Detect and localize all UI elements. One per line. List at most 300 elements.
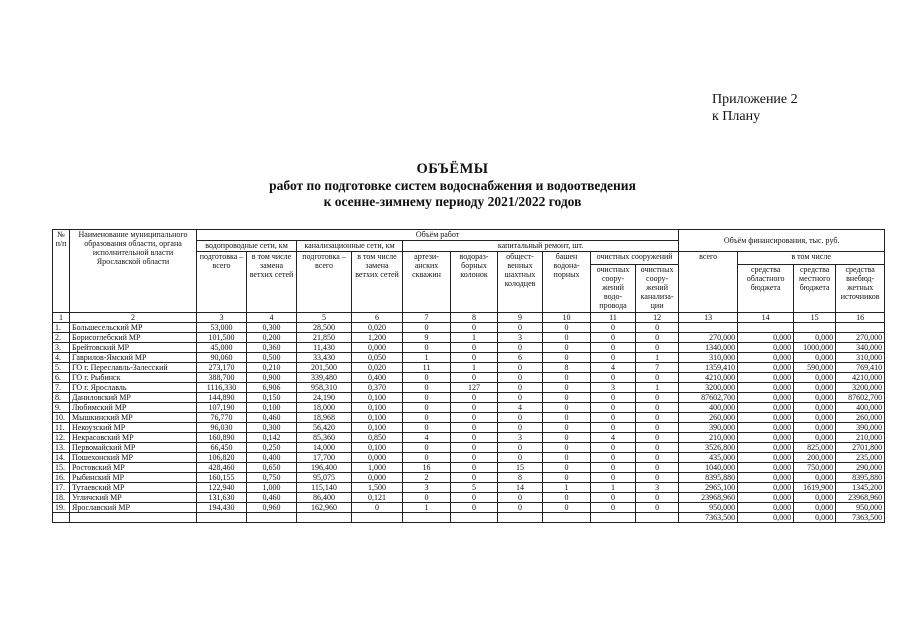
value-cell: 1,200 <box>352 333 403 343</box>
value-cell <box>679 323 738 333</box>
value-cell: 0 <box>591 463 636 473</box>
table-row <box>53 343 885 353</box>
value-cell: 1 <box>403 503 451 513</box>
table-row <box>53 403 885 413</box>
table-row <box>53 443 885 453</box>
value-cell: 400,000 <box>679 403 738 413</box>
row-number-cell: 5. <box>53 363 70 373</box>
value-cell: 2 <box>403 473 451 483</box>
value-cell: 0,210 <box>247 363 297 373</box>
value-cell: 0,300 <box>247 423 297 433</box>
header-boreholes: водораз- борных колонок <box>451 252 498 313</box>
value-cell: 0 <box>591 343 636 353</box>
value-cell: 7363,500 <box>679 513 738 523</box>
value-cell: 0,000 <box>738 493 794 503</box>
row-number-cell: 17. <box>53 483 70 493</box>
value-cell: 4210,000 <box>679 373 738 383</box>
value-cell: 0,000 <box>794 403 836 413</box>
value-cell: 0,000 <box>738 373 794 383</box>
value-cell: 28,500 <box>297 323 352 333</box>
header-treat-sewer: очистных соору- жений канализа- ции <box>636 265 679 313</box>
works-table <box>52 229 885 523</box>
value-cell: 0,000 <box>738 343 794 353</box>
value-cell: 0 <box>543 423 591 433</box>
row-number-cell: 14. <box>53 453 70 463</box>
value-cell: 339,480 <box>297 373 352 383</box>
row-number-cell: 10. <box>53 413 70 423</box>
value-cell: 0 <box>636 333 679 343</box>
value-cell: 0 <box>498 443 543 453</box>
value-cell: 0 <box>636 433 679 443</box>
value-cell: 85,360 <box>297 433 352 443</box>
value-cell: 90,060 <box>197 353 247 363</box>
column-number: 7 <box>403 313 451 323</box>
value-cell: 0,000 <box>738 363 794 373</box>
value-cell: 0 <box>543 383 591 393</box>
value-cell: 0,000 <box>794 513 836 523</box>
table-row <box>53 503 885 513</box>
value-cell: 0,100 <box>352 393 403 403</box>
value-cell: 1 <box>636 353 679 363</box>
column-number: 5 <box>297 313 352 323</box>
row-number-cell: 13. <box>53 443 70 453</box>
value-cell: 115,140 <box>297 483 352 493</box>
value-cell: 0 <box>498 453 543 463</box>
value-cell: 0,400 <box>352 373 403 383</box>
value-cell: 0,500 <box>247 353 297 363</box>
value-cell: 56,420 <box>297 423 352 433</box>
value-cell: 0,142 <box>247 433 297 443</box>
value-cell: 1 <box>591 483 636 493</box>
column-number: 8 <box>451 313 498 323</box>
header-local: средства местного бюджета <box>794 265 836 313</box>
table-row <box>53 483 885 493</box>
value-cell: 0 <box>451 433 498 443</box>
table-row <box>53 473 885 483</box>
value-cell: 0 <box>591 423 636 433</box>
value-cell: 0,000 <box>794 473 836 483</box>
value-cell: 0,100 <box>352 413 403 423</box>
value-cell: 2701,800 <box>836 443 885 453</box>
value-cell: 18,000 <box>297 403 352 413</box>
value-cell: 400,000 <box>836 403 885 413</box>
value-cell: 0 <box>636 453 679 463</box>
value-cell: 101,500 <box>197 333 247 343</box>
value-cell: 33,430 <box>297 353 352 363</box>
value-cell: 950,000 <box>679 503 738 513</box>
value-cell: 0,000 <box>794 333 836 343</box>
header-prep-total-sewer: подготовка – всего <box>297 252 352 313</box>
value-cell: 0 <box>591 453 636 463</box>
value-cell: 0,460 <box>247 413 297 423</box>
value-cell: 0 <box>403 393 451 403</box>
value-cell: 0 <box>498 343 543 353</box>
municipality-cell: Рыбинский МР <box>70 473 197 483</box>
header-fin-incl: в том числе <box>738 252 885 265</box>
value-cell: 0,000 <box>738 463 794 473</box>
value-cell: 96,030 <box>197 423 247 433</box>
value-cell: 750,000 <box>794 463 836 473</box>
value-cell: 0 <box>543 323 591 333</box>
column-number: 10 <box>543 313 591 323</box>
document-title: ОБЪЁМЫ <box>416 161 489 177</box>
row-number-cell: 4. <box>53 353 70 363</box>
municipality-cell: Угличский МР <box>70 493 197 503</box>
value-cell: 0 <box>403 383 451 393</box>
table-row <box>53 333 885 343</box>
value-cell: 144,890 <box>197 393 247 403</box>
value-cell <box>403 513 451 523</box>
value-cell: 0 <box>591 493 636 503</box>
value-cell: 0 <box>543 333 591 343</box>
value-cell: 290,000 <box>836 463 885 473</box>
value-cell: 3200,000 <box>836 383 885 393</box>
value-cell: 16 <box>403 463 451 473</box>
value-cell <box>247 513 297 523</box>
value-cell: 3200,000 <box>679 383 738 393</box>
value-cell: 0,100 <box>352 423 403 433</box>
appendix-line-1: Приложение 2 <box>712 92 798 107</box>
municipality-cell: Большесельский МР <box>70 323 197 333</box>
value-cell: 11,430 <box>297 343 352 353</box>
value-cell: 0,121 <box>352 493 403 503</box>
value-cell: 0 <box>591 373 636 383</box>
value-cell: 0 <box>591 353 636 363</box>
value-cell: 310,000 <box>836 353 885 363</box>
header-capital-repair: капитальный ремонт, шт. <box>403 241 679 252</box>
column-number-row <box>53 313 885 323</box>
header-financing: Объём финансирования, тыс. руб. <box>679 230 885 252</box>
value-cell: 0 <box>543 343 591 353</box>
value-cell: 428,460 <box>197 463 247 473</box>
value-cell: 0,020 <box>352 363 403 373</box>
document-subtitle-2: к осенне-зимнему периоду 2021/2022 годов <box>323 194 582 209</box>
value-cell: 0,000 <box>738 403 794 413</box>
value-cell: 310,000 <box>679 353 738 363</box>
table-row <box>53 463 885 473</box>
value-cell: 0 <box>451 493 498 503</box>
document-subtitle-1: работ по подготовке систем водоснабжения и водоотведения <box>269 178 636 193</box>
row-number-cell: 8. <box>53 393 70 403</box>
value-cell: 0 <box>636 413 679 423</box>
header-name: Наименование муниципального образования области, органа исполнительной власти Ярославской области <box>70 230 197 313</box>
value-cell <box>451 513 498 523</box>
column-number: 15 <box>794 313 836 323</box>
value-cell: 0 <box>498 373 543 383</box>
value-cell: 0 <box>498 323 543 333</box>
value-cell: 0,000 <box>738 473 794 483</box>
value-cell: 0 <box>403 373 451 383</box>
value-cell: 0,000 <box>352 453 403 463</box>
value-cell: 1000,000 <box>794 343 836 353</box>
value-cell: 0 <box>451 413 498 423</box>
value-cell: 0,150 <box>247 393 297 403</box>
value-cell: 388,700 <box>197 373 247 383</box>
value-cell <box>794 323 836 333</box>
value-cell: 0,000 <box>738 413 794 423</box>
value-cell: 0 <box>636 503 679 513</box>
row-number-cell: 19. <box>53 503 70 513</box>
value-cell: 0 <box>403 343 451 353</box>
value-cell <box>738 323 794 333</box>
value-cell: 0 <box>636 393 679 403</box>
municipality-cell: Борисоглебский МР <box>70 333 197 343</box>
value-cell: 23968,960 <box>836 493 885 503</box>
value-cell: 1619,900 <box>794 483 836 493</box>
row-number-cell: 7. <box>53 383 70 393</box>
value-cell: 0 <box>498 363 543 373</box>
value-cell: 127 <box>451 383 498 393</box>
value-cell: 0,000 <box>794 413 836 423</box>
header-sewer-nets: канализационные сети, км <box>297 241 403 252</box>
value-cell: 0,000 <box>738 433 794 443</box>
value-cell: 1 <box>451 363 498 373</box>
value-cell: 0 <box>636 373 679 383</box>
value-cell: 0,050 <box>352 353 403 363</box>
value-cell: 0 <box>636 323 679 333</box>
value-cell: 4210,000 <box>836 373 885 383</box>
value-cell: 8 <box>498 473 543 483</box>
value-cell: 0 <box>591 393 636 403</box>
value-cell: 825,000 <box>794 443 836 453</box>
value-cell: 87602,700 <box>679 393 738 403</box>
value-cell: 23968,960 <box>679 493 738 503</box>
header-replace-sewer: в том числе замена ветхих сетей <box>352 252 403 313</box>
value-cell: 0,850 <box>352 433 403 443</box>
value-cell <box>836 323 885 333</box>
value-cell: 0 <box>636 463 679 473</box>
value-cell: 0,000 <box>738 443 794 453</box>
value-cell: 0,900 <box>247 373 297 383</box>
value-cell: 0,100 <box>247 403 297 413</box>
value-cell: 201,500 <box>297 363 352 373</box>
value-cell: 273,170 <box>197 363 247 373</box>
value-cell: 270,000 <box>836 333 885 343</box>
value-cell <box>498 513 543 523</box>
value-cell: 0 <box>451 473 498 483</box>
row-number-cell: 3. <box>53 343 70 353</box>
value-cell: 0 <box>543 433 591 443</box>
value-cell: 0,000 <box>738 383 794 393</box>
value-cell: 14,000 <box>297 443 352 453</box>
value-cell: 0 <box>498 413 543 423</box>
value-cell <box>591 513 636 523</box>
header-regional: средства областного бюджета <box>738 265 794 313</box>
value-cell: 0,460 <box>247 493 297 503</box>
value-cell: 3 <box>498 433 543 443</box>
value-cell: 21,850 <box>297 333 352 343</box>
value-cell: 1116,330 <box>197 383 247 393</box>
table-row <box>53 393 885 403</box>
table-row <box>53 373 885 383</box>
value-cell: 8395,880 <box>679 473 738 483</box>
value-cell: 0,020 <box>352 323 403 333</box>
column-number: 4 <box>247 313 297 323</box>
header-treatment: очистных сооружений <box>591 252 679 265</box>
value-cell <box>197 513 247 523</box>
municipality-cell: Ростовский МР <box>70 463 197 473</box>
value-cell: 9 <box>403 333 451 343</box>
value-cell: 0,000 <box>352 343 403 353</box>
value-cell: 0 <box>543 373 591 383</box>
value-cell: 235,000 <box>836 453 885 463</box>
value-cell: 1,500 <box>352 483 403 493</box>
value-cell: 4 <box>591 363 636 373</box>
table-row <box>53 363 885 373</box>
value-cell: 210,000 <box>679 433 738 443</box>
value-cell: 0 <box>451 423 498 433</box>
table-row <box>53 493 885 503</box>
row-number-cell: 15. <box>53 463 70 473</box>
municipality-cell: Пошехонский МР <box>70 453 197 463</box>
municipality-cell: Первомайский МР <box>70 443 197 453</box>
value-cell: 7363,500 <box>836 513 885 523</box>
value-cell: 435,000 <box>679 453 738 463</box>
appendix-label <box>712 91 798 125</box>
municipality-cell: Некрасовский МР <box>70 433 197 443</box>
value-cell: 76,770 <box>197 413 247 423</box>
header-artesian: артези- анских скважин <box>403 252 451 313</box>
value-cell: 3526,800 <box>679 443 738 453</box>
value-cell: 0,000 <box>352 473 403 483</box>
value-cell: 8395,880 <box>836 473 885 483</box>
header-extrabudget: средства внебюд- жетных источников <box>836 265 885 313</box>
value-cell: 0 <box>591 403 636 413</box>
municipality-cell: Брейтовский МР <box>70 343 197 353</box>
value-cell: 87602,700 <box>836 393 885 403</box>
value-cell: 200,000 <box>794 453 836 463</box>
municipality-cell: Любимский МР <box>70 403 197 413</box>
value-cell: 11 <box>403 363 451 373</box>
value-cell: 0 <box>403 493 451 503</box>
value-cell: 0 <box>451 343 498 353</box>
row-number-cell: 16. <box>53 473 70 483</box>
value-cell: 0,650 <box>247 463 297 473</box>
value-cell: 0 <box>543 443 591 453</box>
value-cell: 1345,200 <box>836 483 885 493</box>
value-cell: 0 <box>636 343 679 353</box>
value-cell: 0 <box>451 353 498 363</box>
value-cell: 0 <box>543 473 591 483</box>
value-cell: 390,000 <box>679 423 738 433</box>
column-number: 1 <box>53 313 70 323</box>
value-cell: 958,310 <box>297 383 352 393</box>
value-cell: 0 <box>636 403 679 413</box>
value-cell: 1,000 <box>352 463 403 473</box>
value-cell: 0 <box>543 403 591 413</box>
value-cell: 0 <box>451 373 498 383</box>
row-number-cell: 2. <box>53 333 70 343</box>
value-cell: 0,100 <box>352 403 403 413</box>
value-cell: 210,000 <box>836 433 885 443</box>
value-cell: 0 <box>403 323 451 333</box>
value-cell: 0,000 <box>738 513 794 523</box>
header-prep-total-water: подготовка – всего <box>197 252 247 313</box>
value-cell: 2965,100 <box>679 483 738 493</box>
value-cell: 0 <box>403 413 451 423</box>
value-cell: 194,430 <box>197 503 247 513</box>
value-cell: 0 <box>636 473 679 483</box>
value-cell: 1 <box>451 333 498 343</box>
value-cell: 0 <box>591 413 636 423</box>
value-cell: 0 <box>591 323 636 333</box>
value-cell: 86,400 <box>297 493 352 503</box>
column-number: 13 <box>679 313 738 323</box>
value-cell: 3 <box>636 483 679 493</box>
value-cell: 0 <box>498 423 543 433</box>
value-cell: 0,000 <box>738 353 794 363</box>
value-cell: 53,000 <box>197 323 247 333</box>
value-cell: 1359,410 <box>679 363 738 373</box>
column-number: 14 <box>738 313 794 323</box>
column-number: 16 <box>836 313 885 323</box>
row-number-cell: 6. <box>53 373 70 383</box>
value-cell: 0,750 <box>247 473 297 483</box>
table-row <box>53 353 885 363</box>
value-cell: 131,630 <box>197 493 247 503</box>
value-cell: 107,190 <box>197 403 247 413</box>
header-works: Объём работ <box>197 230 679 241</box>
value-cell: 0,100 <box>352 443 403 453</box>
table-row <box>53 413 885 423</box>
value-cell: 769,410 <box>836 363 885 373</box>
value-cell: 0 <box>403 453 451 463</box>
value-cell: 4 <box>403 433 451 443</box>
column-number: 9 <box>498 313 543 323</box>
municipality-cell: ГО г. Рыбинск <box>70 373 197 383</box>
value-cell: 270,000 <box>679 333 738 343</box>
value-cell: 0 <box>451 453 498 463</box>
value-cell: 0 <box>543 463 591 473</box>
value-cell: 0 <box>403 443 451 453</box>
value-cell: 0 <box>451 443 498 453</box>
value-cell: 0,000 <box>794 503 836 513</box>
value-cell: 0,000 <box>794 353 836 363</box>
value-cell: 162,960 <box>297 503 352 513</box>
value-cell: 1 <box>636 383 679 393</box>
value-cell: 6 <box>498 353 543 363</box>
value-cell: 0,300 <box>247 323 297 333</box>
value-cell: 260,000 <box>836 413 885 423</box>
header-towers: башен водона- порных <box>543 252 591 313</box>
row-number-cell: 12. <box>53 433 70 443</box>
value-cell: 4 <box>591 433 636 443</box>
value-cell: 0 <box>451 463 498 473</box>
value-cell: 0 <box>498 493 543 503</box>
municipality-cell: ГО г. Ярославль <box>70 383 197 393</box>
value-cell: 0 <box>498 393 543 403</box>
column-number: 3 <box>197 313 247 323</box>
value-cell <box>352 513 403 523</box>
value-cell: 0 <box>543 453 591 463</box>
row-number-cell: 1. <box>53 323 70 333</box>
value-cell: 0,960 <box>247 503 297 513</box>
header-water-nets: водопроводные сети, км <box>197 241 297 252</box>
table-row <box>53 433 885 443</box>
header-wells: общест- венных шахтных колодцев <box>498 252 543 313</box>
value-cell: 0,200 <box>247 333 297 343</box>
value-cell <box>297 513 352 523</box>
value-cell: 3 <box>498 333 543 343</box>
municipality-cell: ГО г. Переславль-Залесский <box>70 363 197 373</box>
value-cell: 0 <box>543 393 591 403</box>
value-cell: 196,400 <box>297 463 352 473</box>
value-cell: 0,000 <box>738 503 794 513</box>
value-cell: 1 <box>543 483 591 493</box>
value-cell: 0,000 <box>794 393 836 403</box>
appendix-line-2: к Плану <box>712 109 761 124</box>
value-cell <box>543 513 591 523</box>
